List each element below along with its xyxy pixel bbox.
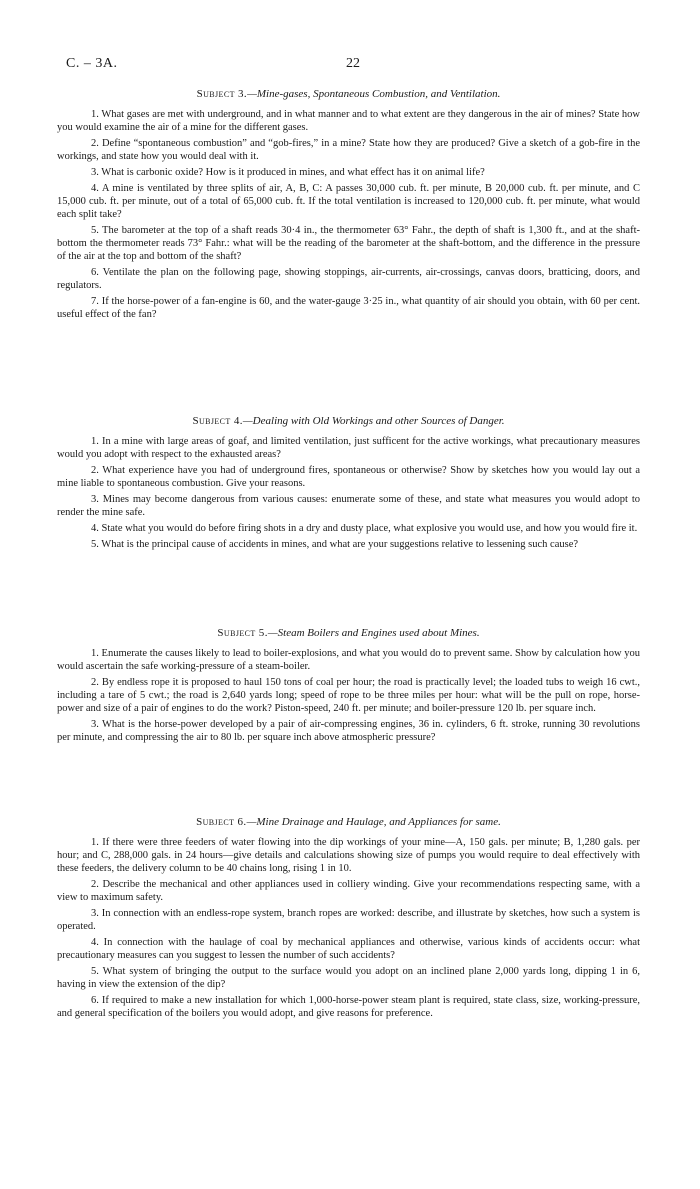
- subject-title: —Dealing with Old Workings and other Sources of Danger.: [242, 415, 505, 427]
- subject-title: —Mine Drainage and Haulage, and Appliances for same.: [246, 816, 501, 828]
- subject-label: Subject 3.: [196, 88, 248, 100]
- question: 6. Ventilate the plan on the following page, showing stoppings, air-currents, air-crossings, canvas doors, bratticing, doors, and regulators.: [57, 267, 640, 291]
- section-heading: [57, 627, 640, 640]
- subject-label: Subject 4.: [192, 415, 243, 427]
- subject-6-section: [57, 816, 640, 1020]
- question: 3. Mines may become dangerous from various causes: enumerate some of these, and state what measures you would adopt to render the mine safe.: [57, 494, 640, 518]
- section-heading: [57, 415, 640, 428]
- question: 6. If required to make a new installation for which 1,000-horse-power steam plant is required, state class, size, working-pressure, and general specification of the boilers you would adopt, and give reasons for preference.: [57, 995, 640, 1019]
- question: 3. What is the horse-power developed by a pair of air-compressing engines, 36 in. cylinders, 6 ft. stroke, running 30 revolutions per minute, and compressing the air to 80 lb. per square inch above atmospheric pressure?: [57, 719, 640, 743]
- question: 4. A mine is ventilated by three splits of air, A, B, C: A passes 30,000 cub. ft. per minute, B 20,000 cub. ft. per minute, and C 15,000 cub. ft. per minute, out of a total of 65,000 cub. ft. If the total ventilation is increased to 120,000 cub. ft. per minute, what would each split take?: [57, 183, 640, 220]
- section-heading: [57, 816, 640, 829]
- subject-5-section: [57, 627, 640, 744]
- question: 3. What is carbonic oxide? How is it produced in mines, and what effect has it on animal life?: [91, 167, 485, 178]
- question: 4. State what you would do before firing shots in a dry and dusty place, what explosive you would use, and how you would fire it.: [91, 523, 638, 534]
- page-number: 22: [346, 56, 360, 71]
- question: 2. What experience have you had of underground fires, spontaneous or otherwise? Show by sketches how you would lay out a mine liable to spontaneous combustion. Give your reasons.: [57, 465, 640, 489]
- subject-title: —Steam Boilers and Engines used about Mines.: [267, 627, 480, 639]
- section-heading: [57, 88, 640, 101]
- question: 2. Define “spontaneous combustion” and “gob-fires,” in a mine? State how they are produced? Give a sketch of a gob-fire in the workings, and state how you would deal with it.: [57, 138, 640, 162]
- question: 3. In connection with an endless-rope system, branch ropes are worked: describe, and illustrate by sketches, how such a system is operated.: [57, 908, 640, 932]
- subject-title: —Mine-gases, Spontaneous Combustion, and Ventilation.: [247, 88, 501, 100]
- question: 2. By endless rope it is proposed to haul 150 tons of coal per hour; the road is practically level; the loaded tubs to weigh 16 cwt., including a tare of 5 cwt.; the road is 2,640 yards long; speed of rope to be three miles per hour: what will be the pull on rope, horse-power and size of a pair of engines to do the work? Piston-speed, 240 ft. per minute; and boiler-pressure 120 lb. per square inch.: [57, 677, 640, 714]
- document-reference: C. – 3A.: [66, 56, 118, 71]
- subject-3-section: [57, 88, 640, 321]
- subject-4-section: [57, 415, 640, 551]
- question: 1. What gases are met with underground, and in what manner and to what extent are they dangerous in the air of mines? State how you would examine the air of a mine for the different gases.: [57, 109, 640, 133]
- subject-label: Subject 6.: [196, 816, 247, 828]
- question: 5. What is the principal cause of accidents in mines, and what are your suggestions relative to lessening such cause?: [91, 539, 579, 550]
- question: 5. The barometer at the top of a shaft reads 30·4 in., the thermometer 63° Fahr., the depth of shaft is 1,300 ft., and at the shaft-bottom the thermometer reads 73° Fahr.: what will be the reading of the barometer at the shaft-bottom, and the difference in the pressure of the air at the top and bottom of the shaft?: [57, 225, 640, 262]
- question: 5. What system of bringing the output to the surface would you adopt on an inclined plane 2,000 yards long, dipping 1 in 6, having in view the extension of the dip?: [57, 966, 640, 990]
- page-header: [66, 57, 640, 73]
- question: 1. In a mine with large areas of goaf, and limited ventilation, just sufficent for the active workings, what precautionary measures would you adopt with respect to the exhausted areas?: [57, 436, 640, 460]
- subject-label: Subject 5.: [217, 627, 268, 639]
- question: 1. If there were three feeders of water flowing into the dip workings of your mine—A, 150 gals. per minute; B, 1,280 gals. per hour; and C, 288,000 gals. in 24 hours—give details and calculations showing size of pumps you would require to deal effectively with these feeders, the delivery column to be 40 chains long, rising 1 in 10.: [57, 837, 640, 874]
- question: 2. Describe the mechanical and other appliances used in colliery winding. Give your recommendations respecting same, with a view to maximum safety.: [57, 879, 640, 903]
- question: 7. If the horse-power of a fan-engine is 60, and the water-gauge 3·25 in., what quantity of air should you obtain, with 60 per cent. useful effect of the fan?: [57, 296, 640, 320]
- question: 4. In connection with the haulage of coal by mechanical appliances and otherwise, various kinds of accidents occur: what precautionary measures can you suggest to lessen the number of such accidents?: [57, 937, 640, 961]
- question: 1. Enumerate the causes likely to lead to boiler-explosions, and what you would do to prevent same. Show by calculation how you would ascertain the safe working-pressure of a steam-boiler.: [57, 648, 640, 672]
